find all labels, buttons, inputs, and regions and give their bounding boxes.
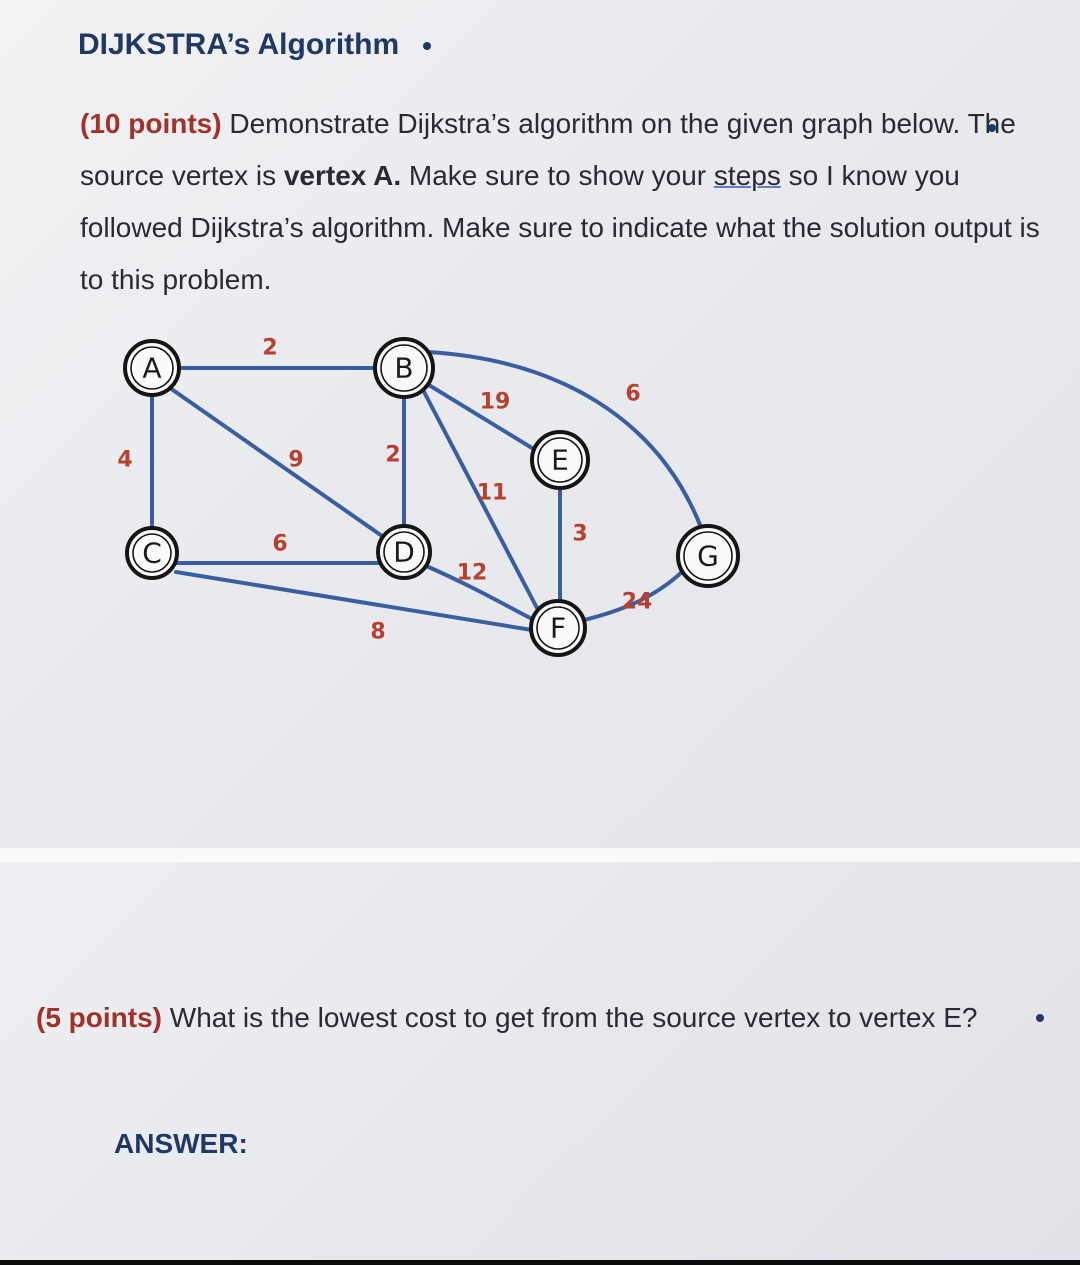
weight-a-d: 9 — [288, 447, 304, 473]
answer-label: ANSWER: — [114, 1128, 248, 1159]
weight-a-c: 4 — [117, 447, 133, 473]
weight-b-d: 2 — [385, 442, 401, 468]
node-d — [378, 526, 430, 578]
edge-b-e — [424, 382, 532, 448]
node-e-label: E — [551, 443, 569, 477]
steps-underlined: steps — [713, 160, 781, 191]
node-f — [531, 601, 585, 655]
node-d-label: D — [393, 535, 415, 569]
page-title: DIJKSTRA’s Algorithm — [78, 28, 400, 61]
question-2-body: What is the lowest cost to get from the source vertex to vertex E? — [162, 1002, 978, 1033]
node-b-label: B — [394, 351, 414, 385]
edge-a-d — [170, 388, 382, 536]
question-2-text — [36, 990, 1026, 1046]
node-f-label: F — [549, 611, 567, 645]
source-vertex-bold: vertex A. — [283, 160, 402, 191]
node-a-label: A — [142, 351, 162, 385]
weight-f-g: 24 — [621, 589, 653, 615]
weight-c-d: 6 — [272, 531, 288, 557]
weight-b-g: 6 — [625, 381, 641, 407]
weight-d-f: 12 — [456, 560, 488, 586]
weight-b-e: 19 — [479, 389, 511, 415]
bullet-dot — [1036, 1014, 1044, 1022]
question-1-part-a: Demonstrate Dijkstra’s algorithm on the given graph below. The source vertex is — [80, 108, 1016, 191]
points-label: (10 points) — [80, 108, 222, 139]
weight-a-b: 2 — [262, 335, 278, 361]
node-g-label: G — [697, 539, 719, 573]
node-c-label: C — [142, 536, 162, 570]
divider — [0, 848, 1080, 862]
question-1-part-c: so I know you followed Dijkstra’s algorithm. Make sure to indicate what the solution output is to this problem. — [80, 160, 1040, 295]
question-1-part-b: Make sure to show your — [401, 160, 714, 191]
weight-c-f: 8 — [370, 619, 386, 645]
points-label: (5 points) — [36, 1002, 162, 1033]
node-b — [375, 339, 433, 397]
question-panel-2 — [0, 862, 1080, 1260]
node-c — [127, 528, 177, 578]
node-g — [678, 526, 738, 586]
weight-b-f: 11 — [476, 480, 508, 506]
weight-e-f: 3 — [572, 521, 588, 547]
node-a — [125, 341, 179, 395]
node-e — [532, 432, 588, 488]
